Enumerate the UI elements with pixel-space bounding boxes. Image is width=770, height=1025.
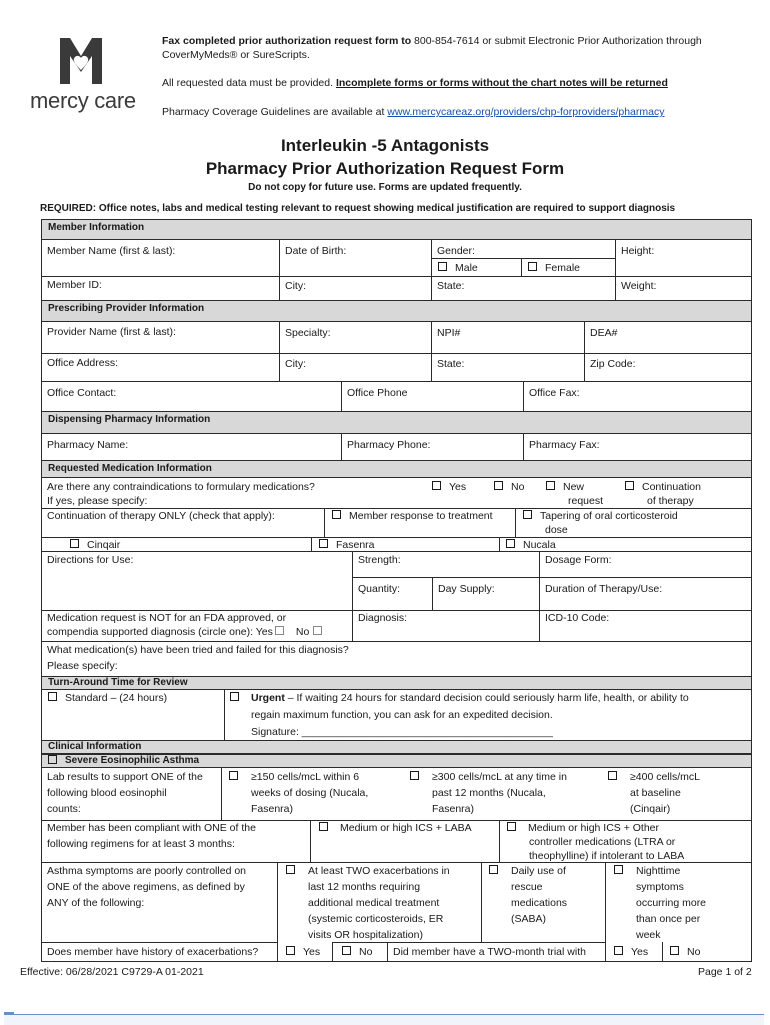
saba-label: Daily use of rescue medications (SABA) — [511, 865, 568, 925]
form-title: Interleukin -5 Antagonists — [280, 136, 490, 155]
checkbox-icon[interactable] — [286, 865, 295, 874]
checkbox-icon[interactable] — [229, 771, 238, 780]
eos-150-option[interactable] — [229, 769, 246, 785]
icd10-label: ICD-10 Code: — [545, 612, 610, 624]
provider-state-label: State: — [437, 358, 465, 370]
drug-fasenra-option[interactable]: Fasenra — [319, 539, 375, 552]
checkbox-icon[interactable] — [410, 771, 419, 780]
nighttime-label: Nighttime symptoms occurring more than once per week — [636, 865, 707, 941]
severe-asthma-header: Severe Eosinophilic Asthma — [41, 754, 752, 768]
height-label: Height: — [621, 245, 655, 257]
dosage-form-label: Dosage Form: — [545, 554, 612, 566]
section-medication-info: Requested Medication Information — [41, 460, 752, 478]
member-state-label: State: — [437, 280, 465, 292]
tried-failed-question: What medication(s) have been tried and failed for this diagnosis? — [47, 644, 349, 656]
new-request-label-2: request — [568, 495, 604, 507]
pharmacy-fax-label: Pharmacy Fax: — [529, 439, 600, 451]
contraindications-no-option[interactable]: No — [494, 481, 524, 494]
strength-label: Strength: — [358, 554, 401, 566]
saba-option[interactable] — [489, 863, 506, 879]
contraindications-specify: If yes, please specify: — [47, 495, 148, 507]
ics-other-option[interactable]: Medium or high ICS + Other — [507, 822, 659, 835]
ics-laba-option[interactable]: Medium or high ICS + LABA — [319, 822, 472, 835]
member-id-label: Member ID: — [47, 279, 102, 291]
drug-cinqair-option[interactable]: Cinqair — [70, 539, 120, 552]
eos-400-label: ≥400 cells/mcL at baseline (Cinqair) — [630, 771, 700, 815]
directions-label: Directions for Use: — [47, 554, 134, 566]
exacerbations-option[interactable] — [286, 863, 303, 879]
npi-label: NPI# — [437, 327, 461, 339]
mercy-care-logo-icon — [58, 36, 104, 86]
trial-yes-option[interactable]: Yes — [614, 946, 648, 959]
section-clinical: Clinical Information — [41, 740, 752, 754]
contraindications-yes-option[interactable]: Yes — [432, 481, 466, 494]
page-number: Page 1 of 2 — [698, 966, 752, 978]
duration-label: Duration of Therapy/Use: — [545, 583, 663, 595]
checkbox-icon[interactable] — [489, 865, 498, 874]
pharmacy-name-label: Pharmacy Name: — [47, 439, 129, 451]
continuation-option[interactable]: Continuation — [625, 481, 701, 494]
form-subtitle: Do not copy for future use. Forms are updated frequently. — [248, 182, 522, 193]
checkbox-icon[interactable] — [494, 481, 503, 490]
section-provider-info: Prescribing Provider Information — [41, 300, 752, 322]
member-response-option[interactable]: Member response to treatment — [332, 510, 493, 523]
contraindications-question: Are there any contraindications to formulary medications? — [47, 481, 315, 493]
continuation-only-label: Continuation of therapy ONLY (check that apply): — [47, 510, 275, 522]
guidelines-link[interactable]: www.mercycareaz.org/providers/chp-forproviders/pharmacy — [387, 106, 665, 118]
effective-date: Effective: 06/28/2021 C9729-A 01-2021 — [20, 966, 204, 978]
urgent-line2: regain maximum function, you can ask for an expedited decision. — [251, 709, 553, 721]
viewer-bottom-edge — [0, 1008, 770, 1024]
history-no-option[interactable]: No — [342, 946, 372, 959]
logo-text: mercy care — [30, 88, 136, 113]
ics-other-line2: controller medications (LTRA or — [529, 836, 676, 848]
checkbox-icon[interactable] — [48, 755, 57, 764]
eos-300-option[interactable] — [410, 769, 427, 785]
gender-label: Gender: — [437, 245, 475, 257]
ics-other-line3: theophylline) if intolerant to LABA — [529, 850, 685, 862]
checkbox-icon[interactable] — [438, 262, 447, 271]
fax-instructions: Fax completed prior authorization request form to 800-854-7614 or submit Electronic Prior Authorization through — [162, 35, 702, 47]
dea-label: DEA# — [590, 327, 618, 339]
checkbox-icon[interactable] — [546, 481, 555, 490]
not-fda-circle: compendia supported diagnosis (circle one): Yes No — [47, 626, 330, 639]
symptoms-label: Asthma symptoms are poorly controlled on ONE of the above regimens, as defined by ANY of the following: — [47, 865, 247, 909]
zip-label: Zip Code: — [590, 358, 636, 370]
guidelines-notice: Pharmacy Coverage Guidelines are available at www.mercycareaz.org/providers/chp-forproviders/pharmacy — [162, 106, 665, 118]
checkbox-icon[interactable] — [319, 539, 328, 548]
provider-city-label: City: — [285, 358, 306, 370]
checkbox-icon[interactable] — [70, 539, 79, 548]
checkbox-icon[interactable] — [313, 626, 322, 635]
checkbox-icon[interactable] — [528, 262, 537, 271]
weight-label: Weight: — [621, 280, 657, 292]
compliance-label: Member has been compliant with ONE of the following regimens for at least 3 months: — [47, 822, 256, 850]
eos-300-label: ≥300 cells/mcL at any time in past 12 months (Nucala, Fasenra) — [432, 771, 567, 815]
urgent-option[interactable]: Urgent – If waiting 24 hours for standard decision could seriously harm life, health, or ability to — [230, 692, 689, 705]
lab-results-label: Lab results to support ONE of the following blood eosinophil counts: — [47, 771, 203, 815]
tried-failed-specify: Please specify: — [47, 660, 118, 672]
quantity-label: Quantity: — [358, 583, 401, 595]
day-supply-label: Day Supply: — [438, 583, 495, 595]
fax-instructions-line2: CoverMyMeds® or SureScripts. — [162, 49, 310, 61]
trial-no-option[interactable]: No — [670, 946, 700, 959]
diagnosis-label: Diagnosis: — [358, 612, 408, 624]
checkbox-icon[interactable] — [332, 510, 341, 519]
gender-female-option[interactable]: Female — [528, 262, 580, 275]
office-contact-label: Office Contact: — [47, 387, 117, 399]
nighttime-option[interactable] — [614, 863, 631, 879]
two-month-trial-question: Did member have a TWO-month trial with — [393, 946, 586, 958]
provider-name-label: Provider Name (first & last): — [47, 326, 176, 338]
all-data-notice: All requested data must be provided. Incomplete forms or forms without the chart notes will be returned — [162, 77, 668, 89]
eos-400-option[interactable] — [608, 769, 625, 785]
member-name-label: Member Name (first & last): — [47, 245, 176, 257]
office-phone-label: Office Phone — [347, 387, 408, 399]
checkbox-icon[interactable] — [614, 865, 623, 874]
checkbox-icon[interactable] — [286, 946, 295, 955]
gender-male-option[interactable]: Male — [438, 262, 478, 275]
checkbox-icon[interactable] — [670, 946, 679, 955]
form-title-2: Pharmacy Prior Authorization Request Form — [205, 159, 565, 178]
checkbox-icon[interactable] — [48, 692, 57, 701]
office-address-label: Office Address: — [47, 357, 119, 369]
standard-option[interactable]: Standard – (24 hours) — [48, 692, 167, 705]
office-fax-label: Office Fax: — [529, 387, 580, 399]
not-fda-question: Medication request is NOT for an FDA approved, or — [47, 612, 287, 624]
drug-nucala-option[interactable]: Nucala — [506, 539, 556, 552]
section-member-info: Member Information — [41, 219, 752, 240]
new-request-option[interactable]: New — [546, 481, 584, 494]
checkbox-icon[interactable] — [608, 771, 617, 780]
checkbox-icon[interactable] — [507, 822, 516, 831]
dob-label: Date of Birth: — [285, 245, 347, 257]
signature-field[interactable]: Signature: ___________________________________________ — [251, 726, 553, 738]
continuation-label-2: of therapy — [647, 495, 694, 507]
exacerbations-label: At least TWO exacerbations in last 12 months requiring additional medical treatment (systemic corticosteroids, ER visits OR hospitalization) — [308, 865, 450, 941]
checkbox-icon[interactable] — [523, 510, 532, 519]
checkbox-icon[interactable] — [342, 946, 351, 955]
member-city-label: City: — [285, 280, 306, 292]
checkbox-icon[interactable] — [230, 692, 239, 701]
checkbox-icon[interactable] — [614, 946, 623, 955]
section-pharmacy-info: Dispensing Pharmacy Information — [41, 411, 752, 434]
checkbox-icon[interactable] — [275, 626, 284, 635]
history-yes-option[interactable]: Yes — [286, 946, 320, 959]
tapering-option[interactable]: Tapering of oral corticosteroid — [523, 510, 678, 523]
checkbox-icon[interactable] — [506, 539, 515, 548]
checkbox-icon[interactable] — [432, 481, 441, 490]
required-notice: REQUIRED: Office notes, labs and medical testing relevant to request showing medical justification are required to support diagnosis — [40, 203, 676, 214]
checkbox-icon[interactable] — [319, 822, 328, 831]
history-question: Does member have history of exacerbations? — [47, 946, 259, 958]
pharmacy-phone-label: Pharmacy Phone: — [347, 439, 431, 451]
section-turnaround: Turn-Around Time for Review — [41, 676, 752, 690]
eos-150-label: ≥150 cells/mcL within 6 weeks of dosing (Nucala, Fasenra) — [251, 771, 369, 815]
checkbox-icon[interactable] — [625, 481, 634, 490]
tapering-label-2: dose — [545, 524, 568, 536]
specialty-label: Specialty: — [285, 327, 331, 339]
